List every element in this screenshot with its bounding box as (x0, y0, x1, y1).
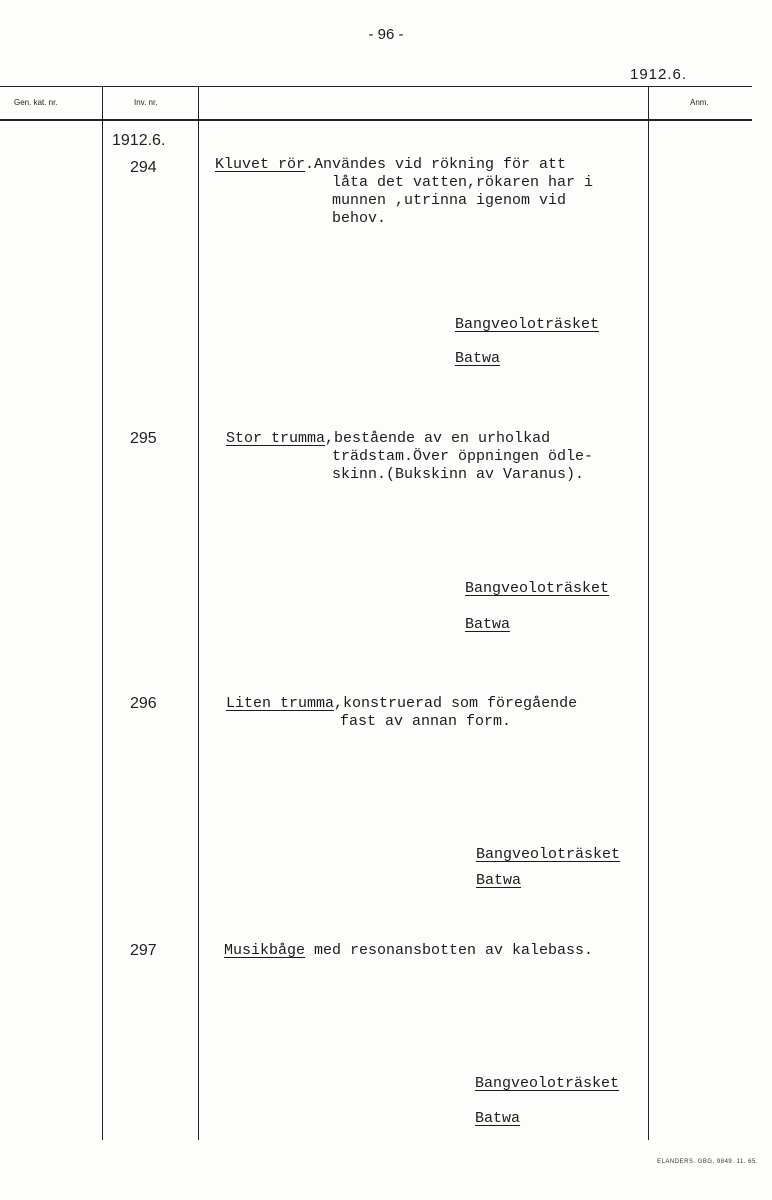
entry-description-line: munnen ,utrinna igenom vid (332, 192, 567, 209)
entry-region: Bangveoloträsket (475, 1075, 620, 1092)
entry-title: Liten trumma (226, 695, 335, 712)
column-header-inv-nr: Inv. nr. (134, 98, 158, 107)
entry-people: Batwa (465, 616, 511, 633)
entry-title: Kluvet rör (215, 156, 306, 173)
header-top-rule (0, 86, 752, 87)
inventory-number: 294 (130, 159, 157, 176)
inventory-number: 295 (130, 430, 157, 447)
entry-people: Batwa (475, 1110, 521, 1127)
page-number: - 96 - (368, 26, 404, 43)
entry-description-line: fast av annan form. (340, 713, 512, 730)
column-divider-gen-inv (102, 86, 103, 1140)
entry-title: Musikbåge (224, 942, 306, 959)
entry-region: Bangveoloträsket (455, 316, 600, 333)
column-divider-text-anm (648, 86, 649, 1140)
entry-title: Stor trumma (226, 430, 326, 447)
printer-imprint: ELANDERS. GBG. 9849. 11. 65. (657, 1159, 758, 1165)
header-date: 1912.6. (630, 66, 688, 83)
column-divider-inv-text (198, 86, 199, 1140)
entry-people: Batwa (455, 350, 501, 367)
entry-description-line: trädstam.Över öppningen ödle- (332, 448, 594, 465)
entry-description-line: Stor trumma,bestående av en urholkad (226, 430, 551, 447)
entry-description-line: behov. (332, 210, 387, 227)
inventory-number: 297 (130, 942, 157, 959)
entry-people: Batwa (476, 872, 522, 889)
entry-description-line: skinn.(Bukskinn av Varanus). (332, 466, 585, 483)
entry-region: Bangveoloträsket (476, 846, 621, 863)
inventory-number: 296 (130, 695, 157, 712)
entry-region: Bangveoloträsket (465, 580, 610, 597)
entry-description-line: Kluvet rör.Användes vid rökning för att (215, 156, 567, 173)
group-date: 1912.6. (112, 132, 166, 149)
column-header-anm: Anm. (690, 98, 709, 107)
entry-description-line: låta det vatten,rökaren har i (332, 174, 594, 191)
entry-description-line: Musikbåge med resonansbotten av kalebass. (224, 942, 594, 959)
entry-description-line: Liten trumma,konstruerad som föregående (226, 695, 578, 712)
header-bottom-rule (0, 119, 752, 121)
column-header-gen-kat-nr: Gen. kat. nr. (14, 98, 58, 107)
